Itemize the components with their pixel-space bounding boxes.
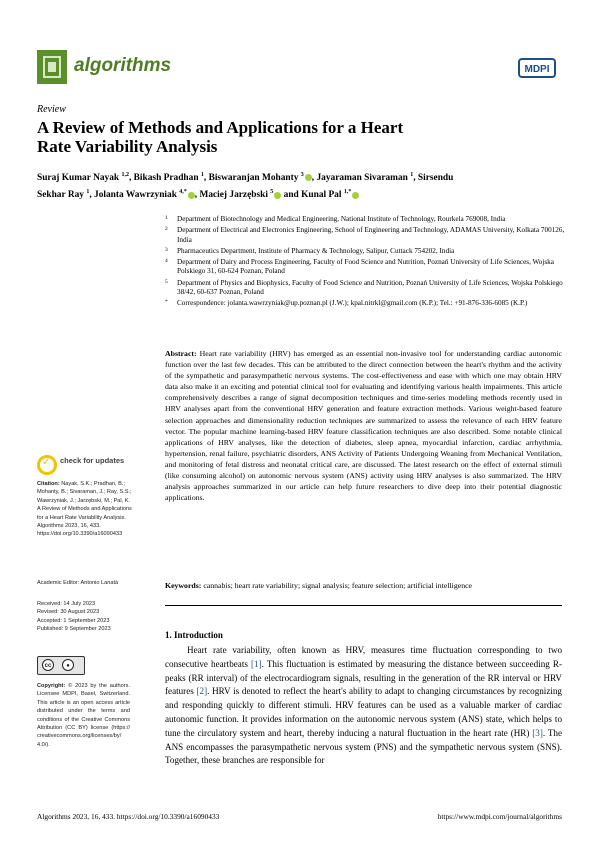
journal-logo-icon bbox=[37, 50, 67, 84]
orcid-icon[interactable] bbox=[274, 192, 281, 199]
abstract bbox=[165, 348, 562, 503]
author-affiliation-mark: 4,* bbox=[179, 189, 187, 196]
affiliation-text: Pharmaceutics Department, Institute of Pharmacy & Technology, Salipur, Cuttack 754202, India bbox=[177, 246, 455, 255]
author-affiliation-mark: 1 bbox=[410, 172, 414, 178]
affiliation-item bbox=[165, 247, 565, 257]
author-affiliation-mark: 1,* bbox=[343, 189, 352, 196]
author-list: Suraj Kumar Nayak $^{1,2}$, Bikash Pradhan $^1$, Biswaranjan Mohanty $^3$ , Jayaraman Sivaraman $^1$, Sirsendu Sekhar Ray $^1$, Jolanta Wawrzyniak $^{4,*}$ , Maciej Jarzębski $^5$ and Kunal Pal $^{1,*}$ bbox=[37, 172, 454, 201]
footer-citation[interactable]: Algorithms 2023, 16, 433. https://doi.org/10.3390/a16090433 bbox=[37, 812, 220, 821]
academic-editor: Academic Editor: Antonio Lanatà bbox=[37, 580, 119, 586]
affiliation-mark: 2 bbox=[165, 226, 168, 233]
copyright-text: © 2023 by the authors. Licensee MDPI, Basel, Switzerland. This article is an open access article distributed under the terms and conditions of the Creative Commons Attribution (CC BY) license (https:// creativecommons.org/licenses/by/ 4.0/). bbox=[37, 683, 130, 748]
keywords bbox=[165, 580, 562, 591]
article-type: Review bbox=[37, 104, 66, 115]
affiliation-item bbox=[165, 258, 565, 277]
author-name: Biswaranjan Mohanty $^3$ bbox=[209, 173, 312, 183]
publication-dates bbox=[37, 600, 132, 634]
affiliation-text: Department of Electrical and Electronics Engineering, School of Engineering and Technology, ADAMAS University, Kolkata 700126, India bbox=[177, 226, 565, 244]
introduction-paragraph: Heart rate variability, often known as HRV, measures time fluctuation corresponding to two consecutive heartbeats [1]. This fluctuation is estimated by measuring the distance between succeeding R-peaks (RR interval) of the electrocardiogram signals, resulting in the generation of the RR interval or HRV features [2]. HRV is denoted to reflect the heart's ability to adapt to changing circumstances by recognizing and responding quickly to different stimuli. HRV features can be used as a valuable marker of cardiac autonomic function. It provides information on the autonomic nervous system (ANS) state, which helps to tune the circulatory system and heart, thereby inducing a natural fluctuation in the heart rate (HR) [3]. The ANS encompasses the parasympathetic nervous system (PNS) and the sympathetic nervous system (SNS). Together, these branches are responsible for bbox=[165, 645, 562, 766]
date-item: Published: 9 September 2023 bbox=[37, 626, 111, 633]
section-divider bbox=[165, 605, 562, 606]
affiliation-mark: * bbox=[165, 299, 168, 306]
cc-icon: cc bbox=[42, 659, 54, 671]
citation-label: Citation: bbox=[37, 481, 60, 487]
orcid-icon[interactable] bbox=[188, 192, 195, 199]
date-item: Revised: 30 August 2023 bbox=[37, 609, 100, 616]
section-heading: 1. Introduction bbox=[165, 630, 223, 640]
author-name: Jolanta Wawrzyniak $^{4,*}$ bbox=[94, 190, 195, 200]
check-for-updates-button[interactable]: ✓ check for updates bbox=[37, 455, 127, 477]
keywords-label: Keywords: bbox=[165, 581, 202, 590]
author-affiliation-mark: 1 bbox=[200, 172, 204, 178]
citation-link[interactable]: [1] bbox=[251, 658, 262, 669]
copyright-label: Copyright: bbox=[37, 683, 66, 689]
author-name: Kunal Pal $^{1,*}$ bbox=[301, 190, 359, 200]
author-name: Sirsendu Sekhar Ray $^1$ bbox=[37, 173, 454, 201]
cc-by-license-icon[interactable] bbox=[37, 656, 85, 675]
orcid-icon[interactable] bbox=[352, 192, 359, 199]
abstract-text: Heart rate variability (HRV) has emerged as an essential non-invasive tool for understanding cardiac autonomic function over the last few decades. This can be attributed to the direct connection between the heart's rhythm and the activity of the sympathetic and parasympathetic nervous systems. The cost-effectiveness and ease with which one may obtain HRV data also make it an exciting and potential clinical tool for evaluating and identifying various health impairments. This article comprehensively describes a range of signal decomposition techniques and time-series modeling methods recently used in HRV analyses apart from the conventional HRV generation and feature extraction methods. Various weight-based feature selection approaches and dimensionality reduction techniques are summarized to assess the relevance of each HRV feature vector. The popular machine learning-based HRV feature classification techniques are also described. Some notable clinical applications of HRV analyses, like the detection of diabetes, sleep apnea, myocardial infarction, cardiac arrhythmia, hypertension, renal failure, psychiatric disorders, ANS Activity of Patients Undergoing Weaning from Mechanical Ventilation, and monitoring of fetal distress and neonatal critical care, are discussed. The latest research on the effect of external stimuli (like consuming alcohol) on autonomic nervous system (ANS) activity using HRV analyses is also summarized. The HRV analysis approaches summarized in our article can help future researchers to dive deep into their potential diagnostic applications. bbox=[165, 349, 562, 503]
author-affiliation-mark: 3 bbox=[300, 172, 304, 178]
article-title: A Review of Methods and Applications for a Heart Rate Variability Analysis bbox=[37, 118, 404, 156]
affiliation-item bbox=[165, 279, 565, 298]
citation-link[interactable]: [3] bbox=[532, 727, 543, 738]
keywords-text: cannabis; heart rate variability; signal analysis; feature selection; artificial intelligence bbox=[203, 581, 473, 590]
affiliation-text: Department of Biotechnology and Medical Engineering, National Institute of Technology, Rourkela 769008, India bbox=[177, 215, 506, 223]
abstract-label: Abstract: bbox=[165, 349, 197, 358]
affiliation-mark: 4 bbox=[165, 257, 168, 264]
citation-text: Nayak, S.K.; Pradhan, B.; Mohanty, B.; Sivaraman, J.; Ray, S.S.; Wawrzyniak, J.; Jarzębski, M.; Pal, K. A Review of Methods and Applications for a Heart Rate Variability Analysis. Algorithms 2023, 16, 433. https://doi.org/10.3390/a16090433 bbox=[37, 481, 132, 538]
author-name: Suraj Kumar Nayak $^{1,2}$ bbox=[37, 172, 129, 184]
journal-name: algorithms bbox=[74, 55, 172, 76]
author-name: Jayaraman Sivaraman $^1$ bbox=[316, 172, 414, 184]
orcid-icon[interactable] bbox=[305, 174, 312, 181]
affiliation-text: Department of Dairy and Process Engineering, Faculty of Food Science and Nutrition, Poznań University of Life Sciences, Wojska Polskiego 31, 60-624 Poznan, Poland bbox=[177, 257, 554, 276]
date-item: Accepted: 1 September 2023 bbox=[37, 617, 110, 624]
citation-link[interactable]: [2] bbox=[196, 686, 208, 697]
copyright-block bbox=[37, 682, 130, 749]
page-footer bbox=[37, 812, 562, 821]
affiliation-text: Department of Physics and Biophysics, Faculty of Food Science and Nutrition, Poznań University of Life Sciences, Wojska Polskiego 38/42, 60-637 Poznan, Poland bbox=[177, 278, 563, 297]
author-affiliation-mark: 1,2 bbox=[121, 172, 129, 178]
check-updates-label: check for updates bbox=[60, 456, 125, 465]
affiliation-item bbox=[165, 215, 565, 225]
affiliation-mark: 3 bbox=[165, 246, 168, 253]
author-affiliation-mark: 1 bbox=[86, 189, 90, 196]
affiliation-mark: 1 bbox=[165, 215, 168, 221]
affiliation-item bbox=[165, 299, 565, 309]
affiliations bbox=[165, 215, 565, 310]
date-item: Received: 14 July 2023 bbox=[37, 601, 96, 607]
author-name: Maciej Jarzębski $^5$ bbox=[199, 190, 281, 200]
footer-journal-link[interactable]: https://www.mdpi.com/journal/algorithms bbox=[437, 812, 562, 821]
by-person-icon: ● bbox=[62, 659, 74, 671]
author-name: Bikash Pradhan $^1$ bbox=[133, 172, 204, 184]
mdpi-logo: MDPI bbox=[518, 58, 556, 78]
affiliation-mark: 5 bbox=[165, 278, 168, 285]
affiliation-item bbox=[165, 226, 565, 245]
affiliation-text: Correspondence: jolanta.wawrzyniak@up.poznan.pl (J.W.); kpal.nitrkl@gmail.com (K.P.); Tel.: +91-876-336-6085 (K.P.) bbox=[177, 299, 528, 308]
citation-block bbox=[37, 480, 132, 539]
author-affiliation-mark: 5 bbox=[270, 189, 274, 196]
